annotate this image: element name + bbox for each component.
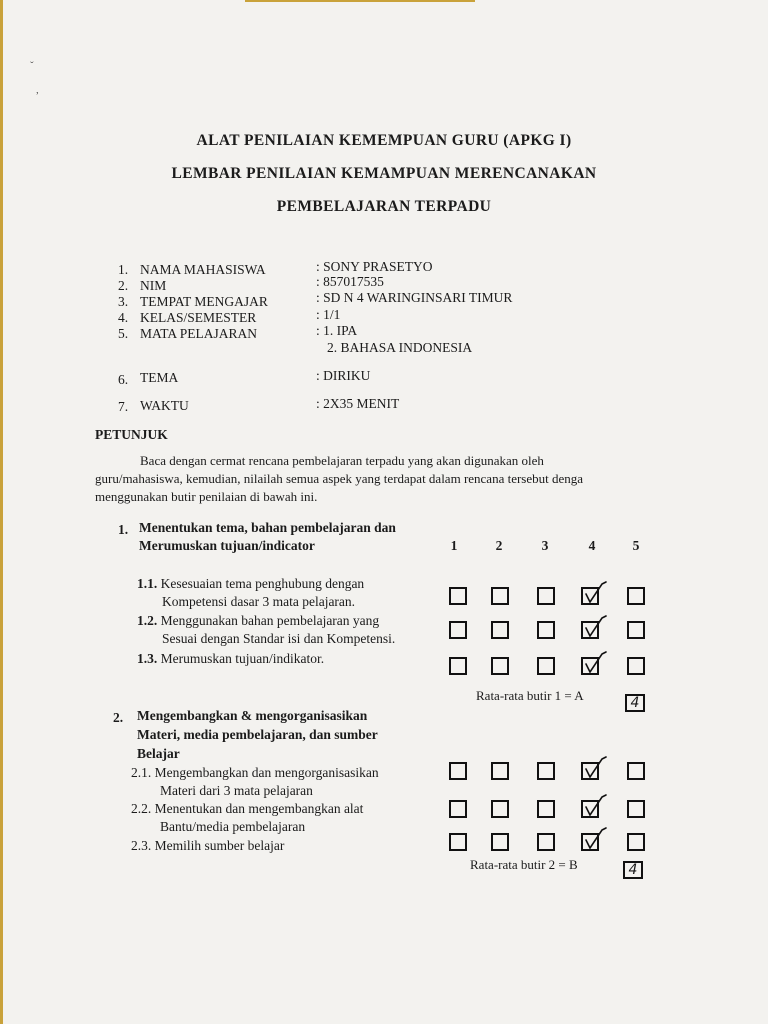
score-checkbox-4[interactable] [581,800,599,818]
score-checkbox-3[interactable] [537,833,555,851]
info-num: 1. [118,262,129,277]
score-checkbox-1[interactable] [449,587,467,605]
petunjuk-line-2: guru/mahasiswa, kemudian, nilailah semua aspek yang terdapat dalam rencana tersebut denga [95,471,584,486]
petunjuk-heading: PETUNJUK [95,427,168,442]
criterion-heading: Menentukan tema, bahan pembelajaran dan [139,520,396,535]
criterion-number: 2. [113,710,124,725]
score-checkbox-4[interactable] [581,621,599,639]
info-num: 3. [118,294,129,309]
item-text: Mengembangkan dan mengorganisasikan [154,765,379,780]
score-checkbox-5[interactable] [627,833,645,851]
item-code: 2.1. [131,765,152,780]
score-checkbox-2[interactable] [491,657,509,675]
item-text: Menentukan dan mengembangkan alat [154,801,364,816]
score-checkbox-1[interactable] [449,762,467,780]
petunjuk-text: Baca dengan cermat rencana pembelajaran terpadu yang akan digunakan oleh [140,453,544,468]
criterion-heading: Materi, media pembelajaran, dan sumber [137,727,378,742]
score-checkbox-5[interactable] [627,800,645,818]
check-mark-icon [580,793,606,819]
score-checkbox-2[interactable] [491,621,509,639]
info-value-theme: : DIRIKU [316,368,371,383]
score-checkbox-2[interactable] [491,762,509,780]
score-checkbox-5[interactable] [627,762,645,780]
item-2-3 [131,838,284,854]
item-1-3 [137,651,324,667]
paper-edge [0,0,3,1024]
petunjuk-line-1 [95,452,680,470]
score-checkbox-3[interactable] [537,657,555,675]
item-1-1 [137,576,364,592]
info-value-place: : SD N 4 WARINGINSARI TIMUR [316,290,513,305]
info-value-nim: : 857017535 [316,274,384,289]
paper-edge-top [245,0,475,2]
item-1-2 [137,613,379,629]
score-checkbox-3[interactable] [537,621,555,639]
criterion-heading: Mengembangkan & mengorganisasikan [137,708,368,723]
item-2-1 [131,765,379,781]
score-checkbox-5[interactable] [627,621,645,639]
petunjuk-line-3: menggunakan butir penilaian di bawah ini. [95,489,318,504]
item-1-1-cont: Kompetensi dasar 3 mata pelajaran. [162,594,356,609]
item-text: Memilih sumber belajar [154,838,285,853]
info-num: 5. [118,326,129,341]
check-mark-icon [580,826,606,852]
info-value-name: : SONY PRASETYO [316,259,433,274]
check-mark-icon [580,580,606,606]
criterion-heading: Merumuskan tujuan/indicator [139,538,315,553]
item-code: 1.2. [137,613,158,628]
title-line-1: ALAT PENILAIAN KEMEMPUAN GURU (APKG I) [196,132,572,149]
title-line-2: LEMBAR PENILAIAN KEMAMPUAN MERENCANAKAN [171,165,597,182]
average-label: Rata-rata butir 2 = B [470,857,578,872]
item-text: Merumuskan tujuan/indikator. [160,651,325,666]
info-num: 4. [118,310,129,325]
score-checkbox-3[interactable] [537,800,555,818]
score-checkbox-2[interactable] [491,587,509,605]
info-value-subject: : 1. IPA [316,323,358,338]
item-code: 1.3. [137,651,158,666]
average-value-box: 4 [625,694,645,712]
check-mark-icon [580,755,606,781]
score-checkbox-3[interactable] [537,762,555,780]
check-mark-icon [580,614,606,640]
score-checkbox-1[interactable] [449,800,467,818]
paper-speck: , [36,84,39,96]
score-checkbox-4[interactable] [581,657,599,675]
score-checkbox-3[interactable] [537,587,555,605]
average-value-box: 4 [623,861,643,879]
item-2-2-cont: Bantu/media pembelajaran [160,819,306,834]
scale-label-5: 5 [632,538,640,553]
info-num: 6. [118,372,129,387]
score-checkbox-1[interactable] [449,621,467,639]
score-checkbox-2[interactable] [491,800,509,818]
criterion-number: 1. [118,522,129,537]
info-value-time: : 2X35 MENIT [316,396,400,411]
score-checkbox-1[interactable] [449,657,467,675]
item-text: Menggunakan bahan pembelajaran yang [160,613,380,628]
item-2-1-cont: Materi dari 3 mata pelajaran [160,783,313,798]
score-checkbox-4[interactable] [581,587,599,605]
item-code: 2.3. [131,838,152,853]
info-num: 7. [118,399,129,414]
score-checkbox-5[interactable] [627,587,645,605]
item-code: 2.2. [131,801,152,816]
info-label-nim: NIM [140,278,167,293]
info-value-subject-2: 2. BAHASA INDONESIA [327,340,473,355]
scale-label-1: 1 [450,538,458,553]
score-checkbox-2[interactable] [491,833,509,851]
average-label: Rata-rata butir 1 = A [476,688,584,703]
item-1-2-cont: Sesuai dengan Standar isi dan Kompetensi. [162,631,396,646]
info-value-class: : 1/1 [316,307,341,322]
info-num: 2. [118,278,129,293]
info-label-class: KELAS/SEMESTER [140,310,257,325]
scale-label-2: 2 [495,538,503,553]
info-label-name: NAMA MAHASISWA [140,262,266,277]
score-checkbox-1[interactable] [449,833,467,851]
item-code: 1.1. [137,576,158,591]
info-label-time: WAKTU [140,398,189,413]
scale-label-4: 4 [588,538,596,553]
title-line-3: PEMBELAJARAN TERPADU [276,198,492,215]
scale-label-3: 3 [541,538,549,553]
paper-speck: ˇ [30,60,34,72]
info-label-place: TEMPAT MENGAJAR [140,294,268,309]
item-text: Kesesuaian tema penghubung dengan [160,576,365,591]
criterion-heading: Belajar [137,746,180,761]
item-2-2 [131,801,363,817]
score-checkbox-4[interactable] [581,762,599,780]
check-mark-icon [580,650,606,676]
info-label-theme: TEMA [140,370,179,385]
score-checkbox-4[interactable] [581,833,599,851]
info-label-subject: MATA PELAJARAN [140,326,258,341]
score-checkbox-5[interactable] [627,657,645,675]
